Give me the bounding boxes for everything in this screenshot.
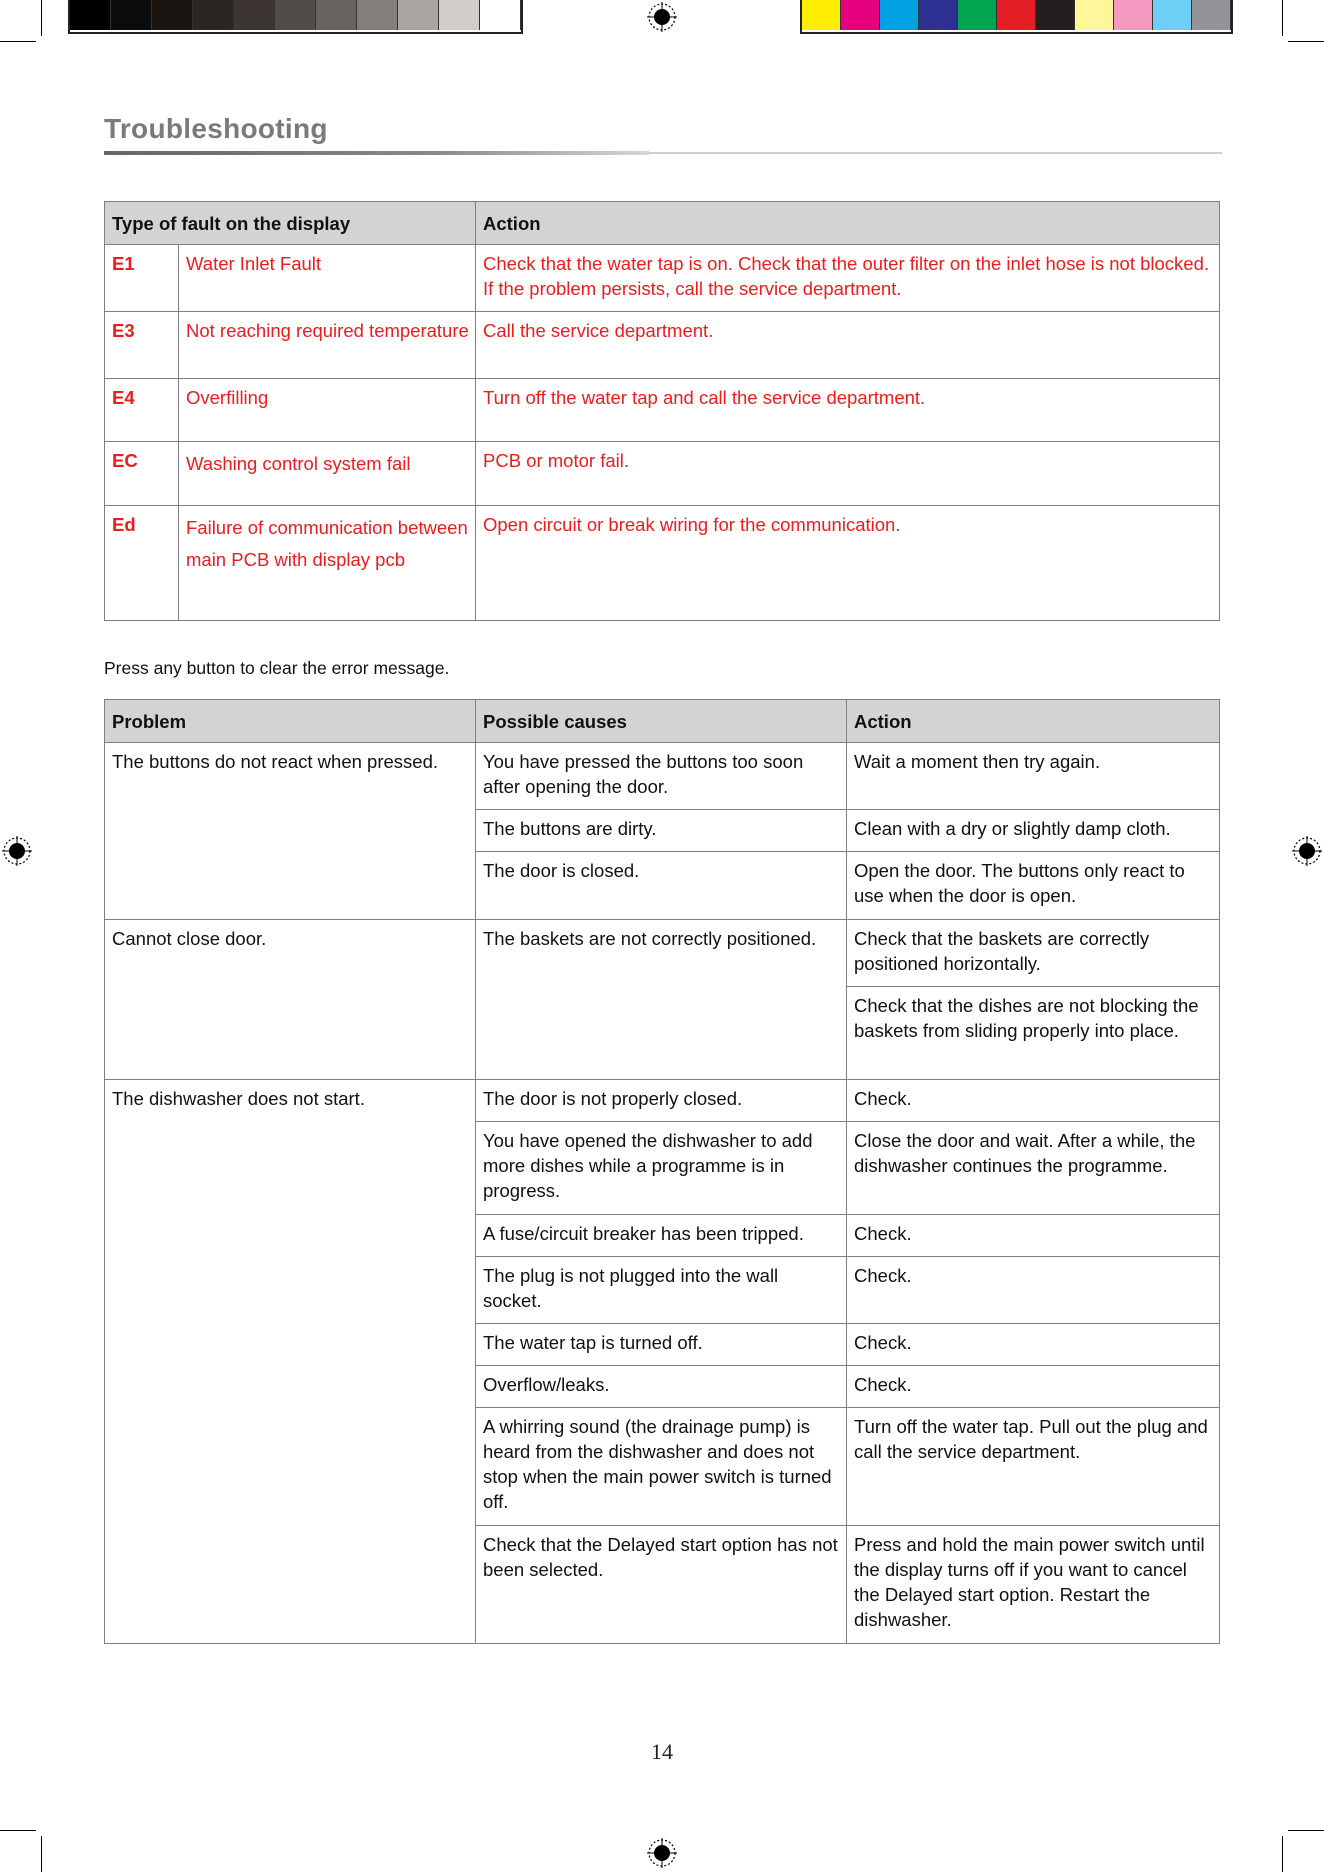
- column-header-action: Action: [847, 700, 1220, 743]
- action-cell: Wait a moment then try again.: [847, 743, 1220, 810]
- table-row: [105, 379, 1220, 442]
- table-row: [105, 245, 1220, 312]
- cause-cell: You have pressed the buttons too soon after opening the door.: [476, 743, 847, 810]
- cause-cell: Check that the Delayed start option has not been selected.: [476, 1526, 847, 1644]
- title-underline-extension: [649, 152, 1222, 154]
- action-cell: Clean with a dry or slightly damp cloth.: [847, 810, 1220, 852]
- action-cell: Check.: [847, 1080, 1220, 1122]
- color-swatch: [111, 0, 152, 30]
- color-swatch: [275, 0, 316, 30]
- cause-cell: The plug is not plugged into the wall socket.: [476, 1257, 847, 1324]
- cause-cell: You have opened the dishwasher to add more dishes while a programme is in progress.: [476, 1122, 847, 1215]
- color-swatch: [841, 0, 880, 30]
- cause-cell: The buttons are dirty.: [476, 810, 847, 852]
- color-swatch: [1075, 0, 1114, 30]
- action-cell: Check.: [847, 1257, 1220, 1324]
- crop-mark: [0, 1830, 36, 1831]
- color-swatch: [480, 0, 521, 30]
- color-swatch: [1036, 0, 1075, 30]
- cause-cell: The door is not properly closed.: [476, 1080, 847, 1122]
- problem-cell: Cannot close door.: [105, 920, 476, 1080]
- registration-mark-icon: [1292, 836, 1322, 866]
- color-swatch: [958, 0, 997, 30]
- table-row: [105, 312, 1220, 379]
- fault-description: Not reaching required temperature: [179, 312, 476, 379]
- fault-action: Check that the water tap is on. Check that the outer filter on the inlet hose is not blocked. If the problem persists, call the service department.: [476, 245, 1220, 312]
- column-header-causes: Possible causes: [476, 700, 847, 743]
- crop-mark: [1282, 1836, 1283, 1872]
- cause-cell: The door is closed.: [476, 852, 847, 920]
- action-cell: Turn off the water tap. Pull out the plug and call the service department.: [847, 1408, 1220, 1526]
- color-swatch: [439, 0, 480, 30]
- fault-description: Overfilling: [179, 379, 476, 442]
- fault-code: E1: [105, 245, 179, 312]
- color-swatch: [919, 0, 958, 30]
- color-swatch: [193, 0, 234, 30]
- column-header-action: Action: [476, 202, 1220, 245]
- color-swatch: [398, 0, 439, 30]
- color-swatch: [1153, 0, 1192, 30]
- title-underline: [104, 151, 649, 155]
- fault-action: Turn off the water tap and call the service department.: [476, 379, 1220, 442]
- action-cell: Check.: [847, 1324, 1220, 1366]
- color-swatch: [70, 0, 111, 30]
- table-row: [105, 920, 1220, 987]
- fault-action: PCB or motor fail.: [476, 442, 1220, 506]
- color-swatch: [1114, 0, 1153, 30]
- column-header-fault-type: Type of fault on the display: [105, 202, 476, 245]
- clear-error-note: Press any button to clear the error message.: [104, 658, 450, 678]
- page-number: 14: [651, 1739, 673, 1764]
- cause-cell: A fuse/circuit breaker has been tripped.: [476, 1215, 847, 1257]
- fault-code: Ed: [105, 506, 179, 621]
- crop-mark: [1282, 0, 1283, 36]
- color-swatch: [152, 0, 193, 30]
- color-swatch: [357, 0, 398, 30]
- action-cell: Check that the baskets are correctly positioned horizontally.: [847, 920, 1220, 987]
- table-row: [105, 506, 1220, 621]
- grayscale-calibration-bar: [68, 0, 523, 34]
- action-cell: Check.: [847, 1215, 1220, 1257]
- table-header-row: [105, 700, 1220, 743]
- crop-mark: [41, 0, 42, 36]
- action-cell: Open the door. The buttons only react to use when the door is open.: [847, 852, 1220, 920]
- registration-mark-icon: [2, 836, 32, 866]
- problem-cell: The dishwasher does not start.: [105, 1080, 476, 1644]
- table-row: [105, 442, 1220, 506]
- action-cell: Check.: [847, 1366, 1220, 1408]
- fault-description: Washing control system fail: [179, 442, 476, 506]
- cause-cell: Overflow/leaks.: [476, 1366, 847, 1408]
- fault-action: Open circuit or break wiring for the communication.: [476, 506, 1220, 621]
- color-swatch: [234, 0, 275, 30]
- table-header-row: [105, 202, 1220, 245]
- table-row: [105, 743, 1220, 810]
- fault-code-table: [104, 201, 1220, 621]
- problem-cell: The buttons do not react when pressed.: [105, 743, 476, 920]
- cause-cell: The water tap is turned off.: [476, 1324, 847, 1366]
- fault-code: E3: [105, 312, 179, 379]
- problem-causes-table: [104, 699, 1220, 1644]
- fault-action: Call the service department.: [476, 312, 1220, 379]
- action-cell: Press and hold the main power switch until the display turns off if you want to cancel the Delayed start option. Restart the dishwasher.: [847, 1526, 1220, 1644]
- fault-description: Failure of communication between main PCB with display pcb: [179, 506, 476, 621]
- crop-mark: [1288, 1830, 1324, 1831]
- color-calibration-bar: [800, 0, 1233, 34]
- color-swatch: [997, 0, 1036, 30]
- cause-cell: A whirring sound (the drainage pump) is heard from the dishwasher and does not stop when the main power switch is turned off.: [476, 1408, 847, 1526]
- color-swatch: [316, 0, 357, 30]
- fault-description: Water Inlet Fault: [179, 245, 476, 312]
- fault-code: EC: [105, 442, 179, 506]
- table-row: [105, 1080, 1220, 1122]
- column-header-problem: Problem: [105, 700, 476, 743]
- cause-cell: The baskets are not correctly positioned.: [476, 920, 847, 1080]
- crop-mark: [1288, 41, 1324, 42]
- registration-mark-icon: [647, 1838, 677, 1868]
- crop-mark: [41, 1836, 42, 1872]
- page-title: Troubleshooting: [104, 113, 328, 144]
- registration-mark-icon: [647, 2, 677, 32]
- action-cell: Close the door and wait. After a while, the dishwasher continues the programme.: [847, 1122, 1220, 1215]
- color-swatch: [880, 0, 919, 30]
- color-swatch: [802, 0, 841, 30]
- action-cell: Check that the dishes are not blocking the baskets from sliding properly into place.: [847, 987, 1220, 1080]
- crop-mark: [0, 41, 36, 42]
- fault-code: E4: [105, 379, 179, 442]
- color-swatch: [1192, 0, 1231, 30]
